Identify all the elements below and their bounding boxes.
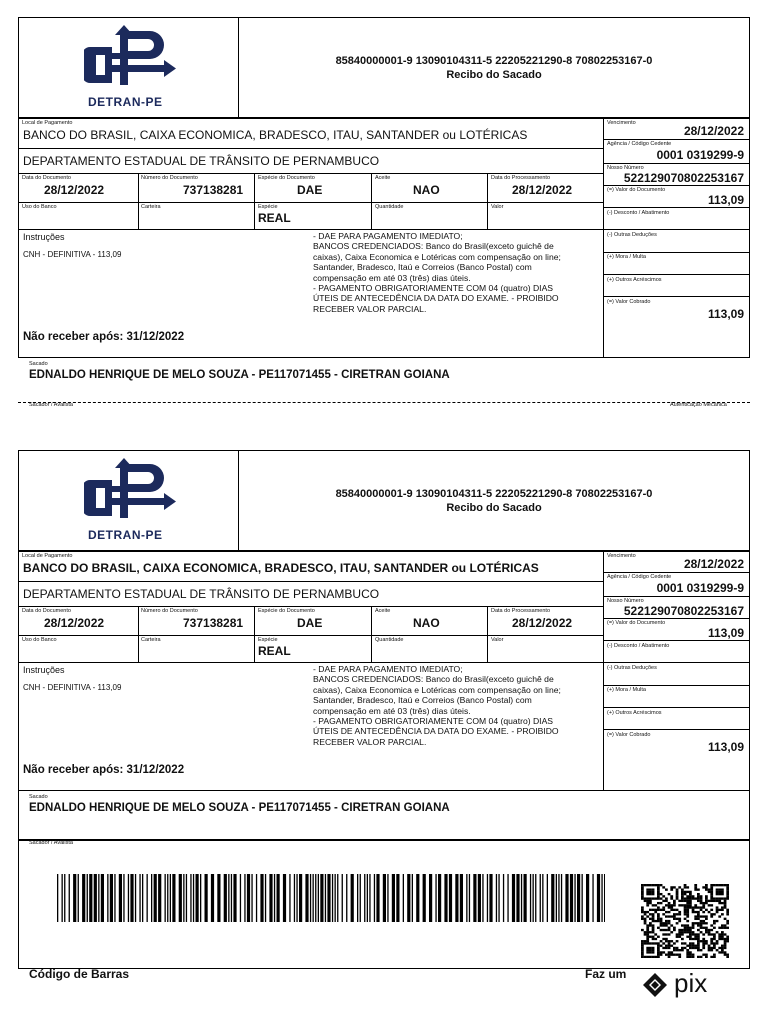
outras-deducoes-label: (-) Outras Deduções [607,232,657,238]
instruction-line: caixas), Caixa Economica e Lotéricas com compensação on line; [313,251,561,262]
valor-cobrado-value: 113,09 [707,740,744,754]
uso-banco-label: Uso do Banco [22,637,57,643]
outros-acrescimos-label: (+) Outros Acréscimos [607,710,662,716]
instruction-line: - PAGAMENTO OBRIGATORIAMENTE COM 04 (quatro) DIAS [313,283,554,294]
numero-documento-value: 737138281 [183,616,244,630]
especie-label: Espécie [258,637,278,643]
detran-pe-logo [84,458,176,520]
pix-logo [640,970,735,1000]
instruction-line: - DAE PARA PAGAMENTO IMEDIATO; [313,664,463,674]
data-documento-value: 28/12/2022 [44,183,105,197]
agencia-value: 0001 0319299-9 [656,581,744,595]
agencia-label: Agência / Código Cedente [607,141,672,147]
desconto-label: (-) Desconto / Abatimento [607,643,670,649]
nao-receber-apos: Não receber após: 31/12/2022 [23,764,185,776]
instruction-line: - PAGAMENTO OBRIGATORIAMENTE COM 04 (quatro) DIAS [313,716,554,727]
instrucoes-label: Instruções [23,232,65,242]
valor-cobrado-label: (=) Valor Cobrado [607,732,651,738]
agencia-value: 0001 0319299-9 [656,148,744,162]
local-pagamento-label: Local de Pagamento [22,120,73,126]
valor-documento-value: 113,09 [707,193,744,207]
valor-cobrado-value: 113,09 [707,307,744,321]
data-documento-value: 28/12/2022 [44,616,105,630]
desconto-label: (-) Desconto / Abatimento [607,210,670,216]
numero-documento-label: Número do Documento [141,175,198,181]
instruction-line: BANCOS CREDENCIADOS: Banco do Brasil(exceto guichê de [313,674,554,685]
agencia-label: Agência / Código Cedente [607,574,672,580]
mora-label: (+) Mora / Multa [607,687,646,693]
sacado-value: EDNALDO HENRIQUE DE MELO SOUZA - PE117071455 - CIRETRAN GOIANA [29,369,450,381]
brand-name: DETRAN-PE [88,528,163,542]
nosso-numero-value: 522129070802253167 [623,604,744,618]
sacador-label-bottom: Sacador / Avalista [29,840,73,846]
instruction-line: Santander, Bradesco, Itaú e Correios (Banco Postal) com [313,262,532,273]
barcode [57,874,605,922]
aceite-label: Aceite [375,175,391,181]
faz-um-label: Faz um [585,967,627,981]
data-documento-label: Data do Documento [22,175,71,181]
especie-documento-label: Espécie do Documento [258,175,315,181]
especie-value: REAL [258,644,291,658]
data-processamento-value: 28/12/2022 [512,183,573,197]
mora-label: (+) Mora / Multa [607,254,646,260]
aceite-value: NAO [413,616,440,630]
nao-receber-apos: Não receber após: 31/12/2022 [23,331,185,343]
slip-receipt-top [0,17,768,417]
quantidade-label: Quantidade [375,204,404,210]
valor-documento-label: (=) Valor do Documento [607,620,666,626]
especie-documento-value: DAE [297,616,323,630]
data-processamento-value: 28/12/2022 [512,616,573,630]
carteira-label: Carteira [141,637,161,643]
slip-receipt-bottom [0,450,768,850]
instrucao-item: CNH - DEFINITIVA - 113,09 [23,683,122,692]
data-processamento-label: Data do Processamento [491,608,551,614]
sacado-value: EDNALDO HENRIQUE DE MELO SOUZA - PE117071455 - CIRETRAN GOIANA [29,802,450,814]
aceite-value: NAO [413,183,440,197]
detran-pe-logo [84,25,176,87]
data-processamento-label: Data do Processamento [491,175,551,181]
vencimento-label: Vencimento [607,553,636,559]
instruction-line: Santander, Bradesco, Itaú e Correios (Banco Postal) com [313,695,532,706]
especie-documento-label: Espécie do Documento [258,608,315,614]
local-pagamento-value: BANCO DO BRASIL, CAIXA ECONOMICA, BRADESCO, ITAU, SANTANDER ou LOTÉRICAS [23,561,539,575]
autenticacao-label: Autenticação Mecânica [670,402,727,408]
pix-wordmark: pix [674,968,708,998]
cut-line [18,402,750,403]
especie-value: REAL [258,211,291,225]
valor-documento-value: 113,09 [707,626,744,640]
pix-diamond-icon [640,970,670,1000]
outros-acrescimos-label: (+) Outros Acréscimos [607,277,662,283]
instrucoes-label: Instruções [23,665,65,675]
receipt-title: Recibo do Sacado [446,502,542,514]
instruction-line: compensação em até 03 (três) dias úteis. [313,705,471,716]
instruction-line: RECEBER VALOR PARCIAL. [313,303,427,314]
vencimento-value: 28/12/2022 [683,557,744,571]
instructions-text [313,231,561,314]
codigo-barras-label: Código de Barras [29,967,130,981]
instrucao-item: CNH - DEFINITIVA - 113,09 [23,250,122,259]
receipt-title: Recibo do Sacado [446,69,542,81]
instruction-line: ÚTEIS DE ANTECEDÊNCIA DA DATA DO EXAME. - PROIBIDO [313,293,559,304]
sacado-label: Sacado [29,361,48,367]
sacado-box [18,791,750,840]
local-pagamento-value: BANCO DO BRASIL, CAIXA ECONOMICA, BRADESCO, ITAU, SANTANDER ou LOTÉRICAS [23,128,528,142]
especie-label: Espécie [258,204,278,210]
data-documento-label: Data do Documento [22,608,71,614]
cedente-value: DEPARTAMENTO ESTADUAL DE TRÂNSITO DE PERNAMBUCO [23,154,380,168]
quantidade-label: Quantidade [375,637,404,643]
valor-label: Valor [491,204,504,210]
nosso-numero-label: Nosso Número [607,165,644,171]
local-pagamento-label: Local de Pagamento [22,553,73,559]
aceite-label: Aceite [375,608,391,614]
especie-documento-value: DAE [297,183,323,197]
pix-qr-code [641,884,729,958]
instructions-text [313,664,561,747]
brand-name: DETRAN-PE [88,95,163,109]
nosso-numero-value: 522129070802253167 [623,171,744,185]
instruction-line: ÚTEIS DE ANTECEDÊNCIA DA DATA DO EXAME. - PROIBIDO [313,726,559,737]
instruction-line: BANCOS CREDENCIADOS: Banco do Brasil(exceto guichê de [313,241,554,252]
instruction-line: compensação em até 03 (três) dias úteis. [313,272,471,283]
valor-documento-label: (=) Valor do Documento [607,187,666,193]
vencimento-value: 28/12/2022 [683,124,744,138]
digitable-line: 85840000001-9 13090104311-5 22205221290-8 70802253167-0 [335,488,653,500]
valor-label: Valor [491,637,504,643]
nosso-numero-label: Nosso Número [607,598,644,604]
outras-deducoes-label: (-) Outras Deduções [607,665,657,671]
cedente-value: DEPARTAMENTO ESTADUAL DE TRÂNSITO DE PERNAMBUCO [23,587,380,601]
vencimento-label: Vencimento [607,120,636,126]
numero-documento-label: Número do Documento [141,608,198,614]
carteira-label: Carteira [141,204,161,210]
instruction-line: caixas), Caixa Economica e Lotéricas com compensação on line; [313,684,561,695]
numero-documento-value: 737138281 [183,183,244,197]
instruction-line: RECEBER VALOR PARCIAL. [313,736,427,747]
digitable-line: 85840000001-9 13090104311-5 22205221290-8 70802253167-0 [335,55,653,67]
valor-cobrado-label: (=) Valor Cobrado [607,299,651,305]
uso-banco-label: Uso do Banco [22,204,57,210]
instruction-line: - DAE PARA PAGAMENTO IMEDIATO; [313,231,463,241]
sacador-label-top: Sacador / Avalista [29,402,73,408]
sacado-label: Sacado [29,794,48,800]
